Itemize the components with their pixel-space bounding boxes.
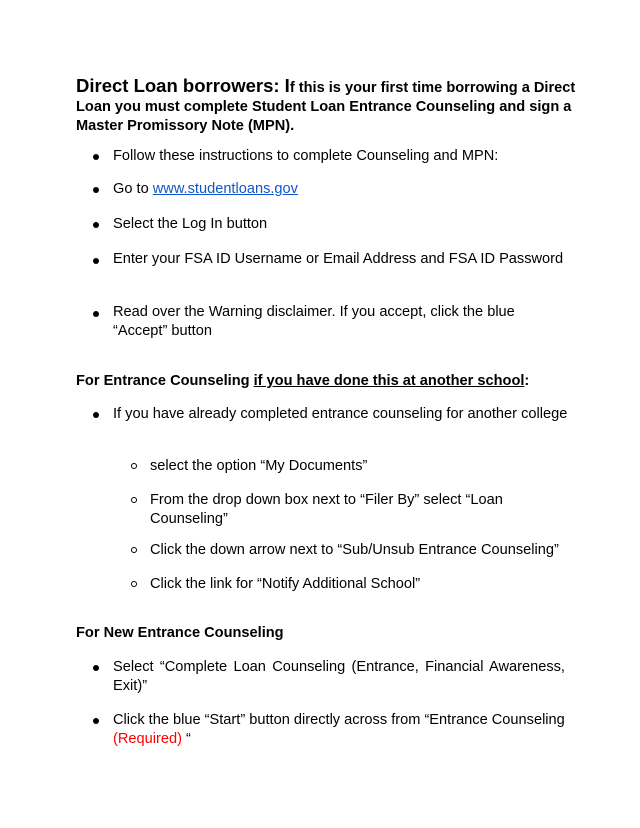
studentloans-link[interactable]: www.studentloans.gov: [152, 181, 298, 197]
subitem-notify-school: Click the link for “Notify Additional School”: [150, 576, 421, 592]
bullet-icon: [93, 222, 99, 228]
list-item-warning: Read over the Warning disclaimer. If you accept, click the blue “Accept” button: [113, 304, 515, 339]
go-to-text: Go to: [113, 181, 153, 197]
list-item-go-to: [113, 180, 573, 199]
list-item-log-in: Select the Log In button: [113, 216, 268, 232]
bullet-icon: [93, 187, 99, 193]
heading-lead: Direct Loan borrowers: I: [76, 75, 290, 96]
subitem-filer-by: From the drop down box next to “Filer By” select “Loan Counseling”: [150, 492, 503, 527]
list-item-complete-loan-counseling: Select “Complete Loan Counseling (Entrance, Financial Awareness, Exit)”: [113, 659, 565, 694]
subitem-down-arrow: Click the down arrow next to “Sub/Unsub Entrance Counseling”: [150, 542, 559, 558]
bullet-icon: [93, 665, 99, 671]
heading-text: f this is your first time borrowing a Direct Loan you must complete Student Loan Entrance Counseling and sign a Master Promissory Note (MPN).: [76, 80, 576, 134]
circle-bullet-icon: [131, 463, 137, 469]
entrance-section-title: For Entrance Counseling if you have done this at another school:: [76, 373, 530, 389]
required-label: (Required): [113, 731, 182, 747]
bullet-icon: [93, 412, 99, 418]
list-item-start-button: Click the blue “Start” button directly across from “Entrance Counseling (Required) “: [113, 712, 565, 747]
page-heading: [76, 76, 576, 136]
bullet-icon: [93, 718, 99, 724]
list-item-instructions: Follow these instructions to complete Counseling and MPN:: [113, 148, 499, 164]
list-item-fsa-id: Enter your FSA ID Username or Email Address and FSA ID Password: [113, 251, 564, 267]
bullet-icon: [93, 154, 99, 160]
new-section-title: For New Entrance Counseling: [76, 625, 284, 641]
entrance-title-underlined: if you have done this at another school: [253, 373, 525, 389]
circle-bullet-icon: [131, 581, 137, 587]
bullet-icon: [93, 258, 99, 264]
circle-bullet-icon: [131, 497, 137, 503]
bullet-icon: [93, 311, 99, 317]
subitem-my-documents: select the option “My Documents”: [150, 458, 368, 474]
list-item-already-completed: If you have already completed entrance counseling for another college: [113, 406, 568, 422]
circle-bullet-icon: [131, 547, 137, 553]
